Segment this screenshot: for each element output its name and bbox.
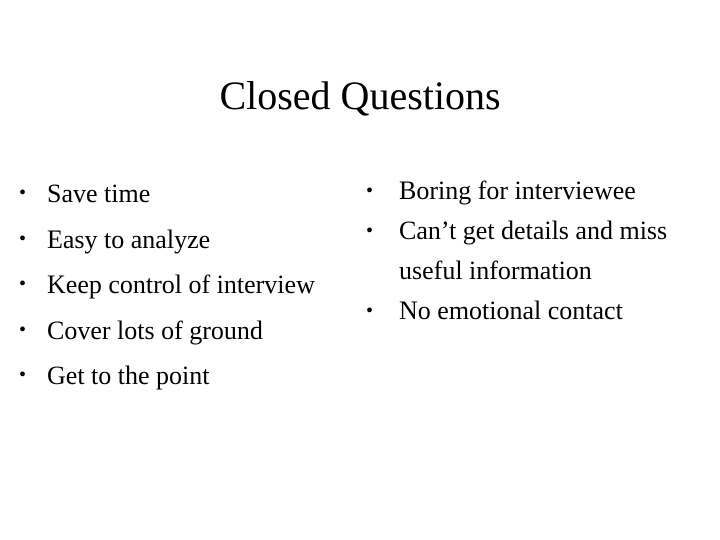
slide-title: Closed Questions bbox=[219, 73, 501, 118]
bullet-icon: • bbox=[366, 180, 374, 202]
list-item-text: No emotional contact bbox=[399, 296, 623, 325]
bullet-icon: • bbox=[19, 182, 27, 204]
list-item bbox=[366, 291, 716, 331]
list-item bbox=[19, 353, 364, 399]
list-item-text: Get to the point bbox=[47, 361, 210, 390]
list-item-text: Boring for interviewee bbox=[399, 176, 636, 205]
advantages-list bbox=[19, 171, 364, 399]
bullet-icon: • bbox=[366, 300, 374, 322]
list-item bbox=[19, 262, 364, 308]
list-item bbox=[19, 217, 364, 263]
list-item-text: Keep control of interview bbox=[47, 270, 315, 299]
list-item bbox=[19, 308, 364, 354]
bullet-icon: • bbox=[19, 273, 27, 295]
list-item bbox=[366, 171, 716, 211]
list-item bbox=[19, 171, 364, 217]
list-item-text: Can’t get details and miss useful information bbox=[399, 216, 668, 285]
list-item bbox=[366, 211, 716, 291]
bullet-icon: • bbox=[19, 227, 27, 250]
bullet-icon: • bbox=[19, 364, 27, 386]
disadvantages-list bbox=[366, 171, 716, 331]
bullet-icon: • bbox=[366, 220, 374, 242]
list-item-text: Cover lots of ground bbox=[47, 315, 263, 345]
list-item-text: Easy to analyze bbox=[47, 224, 211, 254]
list-item-text: Save time bbox=[47, 179, 151, 208]
bullet-icon: • bbox=[19, 318, 27, 341]
